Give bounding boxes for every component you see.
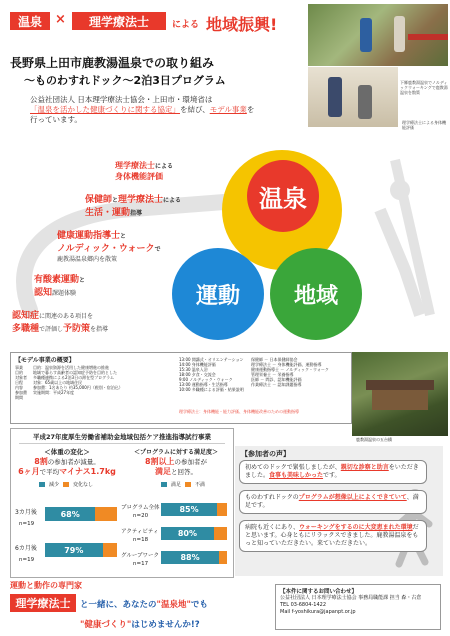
model-left-labels [15, 365, 31, 400]
voice-bubble-3: 病院も近くにあり、ウォーキングをするのに大変恵まれた環境だと思います。心身ともにリラックスできました。鹿教湯温泉をもっと知っていただきたい。来ていただきたい。 [239, 520, 427, 552]
satisfaction-bar-2-satisfied: 80% [161, 527, 214, 540]
model-schedule-item: 13:00 開講式・オリエンテーション [179, 357, 244, 362]
weight-legend: 減少 変化なし [39, 481, 93, 488]
satisfaction-legend: 満足 不満 [161, 481, 205, 488]
photo2-caption: 鹿教湯温泉の五台橋 [356, 437, 392, 442]
legend-swatch-decrease [39, 482, 45, 487]
contact-box [275, 584, 441, 630]
contact-org: 公益社団法人 日本理学療法士協会 事務局職能課 担当 森・古倉 [280, 595, 422, 601]
model-title: 【モデル事業の概要】 [15, 357, 75, 364]
model-left-line: 目的：温泉資源を活用した健康増進の推進 [33, 365, 109, 370]
red-bridge [408, 34, 448, 40]
model-schedule-item: 18:00 夕食・交流会 [179, 372, 216, 377]
photo-bridge [352, 352, 448, 436]
photo-caption-1: 下郷鹿教湯温泉でノルディックウォーキングで鹿教湯温泉を散策 [400, 80, 448, 95]
contact-title: 【本件に関するお問い合わせ】 [280, 589, 358, 595]
weight-bar-1 [45, 507, 117, 521]
model-left-lines [33, 365, 173, 395]
feature-3: 健康運動指導士と ノルディック・ウォークで 鹿教湯温泉郷内を散策 [57, 231, 161, 263]
model-right-line: 健康運動指導士 － ノルディック・ウォーク [251, 367, 329, 372]
model-left-label: 内容 [15, 385, 23, 390]
footer-line-2: "健康づくり"はじめませんか!? [80, 620, 200, 630]
model-left-line: 実施期間：平成27年度 [33, 390, 75, 395]
model-left-label: 対象者 [15, 375, 27, 380]
satisfaction-bar-1 [161, 503, 227, 516]
bridge-roof [366, 380, 434, 390]
voices-box [235, 446, 443, 576]
header-title: 地域振興! [206, 15, 278, 34]
model-schedule-item: 14:00 身体機能評価 [179, 362, 216, 367]
walker-figure [360, 18, 372, 52]
intro-title-1: 長野県上田市鹿教湯温泉での取り組み [10, 56, 215, 70]
model-left-line: 対象：65歳以上の地域住民 [33, 380, 83, 385]
satisfaction-bar-2-unsatisfied [214, 527, 227, 540]
model-left-line: 参加費：1名あたり 約35,000円（税別・宿泊込） [33, 385, 123, 390]
model-schedule-item: 15:30 温泉入浴 [179, 367, 208, 372]
survey-title: 平成27年度厚生労働省補助金地域包括ケア推進指導試行事業 [19, 432, 225, 444]
satisfaction-bar-3 [161, 551, 227, 564]
weight-bar-2 [45, 543, 117, 557]
photo-assessment [308, 67, 398, 127]
footer-line-1: と一緒に、あなたの"温泉地"でも [80, 600, 208, 610]
photo-caption-2: 理学療法士による身体機能評価 [402, 120, 446, 130]
feature-4: 有酸素運動と 認知課題体験 [34, 275, 86, 298]
weight-row-1-n: n=19 [19, 521, 35, 527]
feature-2: 保健師と理学療法士による 生活・運動指導 [85, 195, 182, 218]
model-left-line: 多職種連携による2泊3日の滞在型プログラム [33, 375, 115, 380]
satisfaction-row-2-n: n=18 [133, 537, 149, 543]
model-schedule-item: 10:00 多職種による評価・結果説明 [179, 387, 244, 392]
person-figure [358, 85, 372, 119]
model-schedule-item: 13:00 運動指導・生活指導 [179, 382, 228, 387]
satisfaction-bar-3-satisfied: 88% [161, 551, 219, 564]
tag-onsen: 温泉 [10, 12, 50, 30]
satisfaction-row-3-n: n=17 [133, 561, 149, 567]
weight-bar-1-nochange [95, 507, 117, 521]
model-schedule [179, 357, 249, 392]
model-left-label: 事業 [15, 365, 23, 370]
times-sign: × [55, 12, 66, 27]
model-schedule-item: 9:00 ノルディック・ウォーク [179, 377, 233, 382]
legend-swatch-unsatisfied [185, 482, 191, 487]
contact-mail[interactable]: Mail f-yoshikura@japanpt.or.jp [280, 609, 356, 615]
niyoru: による [172, 20, 200, 30]
person-figure [328, 77, 342, 117]
weight-row-2-n: n=19 [19, 557, 35, 563]
venn-chiiki: 地域 [270, 248, 362, 340]
survey-box [10, 428, 234, 578]
legend-swatch-satisfied [161, 482, 167, 487]
weight-row-1-label: 3カ月後 [15, 509, 37, 516]
venn-undo: 運動 [172, 248, 264, 340]
covered-bridge [372, 388, 428, 410]
satisfaction-row-1-n: n=20 [133, 513, 149, 519]
walker-figure [394, 16, 405, 52]
voice-bubble-2: ものわすれドックのプログラムが想像以上によくできていて、満足です。 [239, 490, 427, 514]
model-right-line: 保健師 － 日本保健師協会 [251, 357, 298, 362]
model-summary-box [10, 352, 352, 424]
intro-title-2: 〜ものわすれドック〜2泊3日プログラム [24, 74, 226, 87]
feature-1: 理学療法士による 身体機能評価 [115, 161, 174, 181]
model-right-line: 作業療法士 － 認知課題指導 [251, 382, 302, 387]
weight-bar-1-decrease: 68% [45, 507, 95, 521]
weight-bar-2-decrease: 79% [45, 543, 103, 557]
intro-body: 公益社団法人 日本理学療法士協会・上田市・環境省は 「温泉を活かした健康づくりに関する協定」を結び、モデル事業を 行っています。 [30, 95, 255, 124]
model-left-label: 目的 [15, 370, 23, 375]
voice-bubble-1: 初めてのドックで緊張しましたが、親切な診察と助言をいただきました。食事も美味しかったです。 [239, 460, 427, 484]
voices-title: 【参加者の声】 [241, 450, 290, 458]
model-right-line: 管理栄養士 － 栄養指導 [251, 372, 294, 377]
satisfaction-row-1-label: プログラム全体 [121, 505, 160, 511]
model-left-label: 参加費 [15, 390, 27, 395]
contact-tel: TEL 03-6804-1422 [280, 602, 327, 608]
satisfaction-bar-2 [161, 527, 227, 540]
model-right-red: 理学療法士：身体機能・能力評価、身体機能改善のための運動指導 [179, 409, 299, 414]
satisfaction-bar-1-satisfied: 85% [161, 503, 217, 516]
weight-bar-2-nochange [103, 543, 117, 557]
satisfaction-bar-3-unsatisfied [219, 551, 227, 564]
satisfaction-summary: 8割以上の参加者が 満足と回答。 [144, 457, 208, 476]
satisfaction-row-3-label: グループワーク [121, 553, 160, 559]
model-right-line: 医師 － 問診、認知機能評価 [251, 377, 302, 382]
weight-title: ＜体重の変化＞ [44, 448, 90, 456]
legend-swatch-nochange [63, 482, 69, 487]
weight-row-2-label: 6カ月後 [15, 545, 37, 552]
model-left-label: 期間 [15, 395, 23, 400]
model-left-label: 日程 [15, 380, 23, 385]
satisfaction-row-2-label: アクティビティ [121, 529, 159, 535]
satisfaction-title: ＜プログラムに対する満足度＞ [134, 449, 218, 456]
tag-pt: 理学療法士 [72, 12, 166, 30]
model-right-lines [251, 357, 349, 387]
feature-5: 認知症に関連のある項目を 多職種で評価し予防策を指導 [12, 311, 109, 334]
footer-pt-tag: 理学療法士 [10, 594, 76, 612]
weight-summary: 8割の参加者が減量。 6ヶ月で平均マイナス1.7kg [18, 457, 116, 476]
footer-subtitle: 運動と動作の専門家 [10, 581, 82, 590]
photo-nordic-walk [308, 4, 448, 66]
satisfaction-bar-1-unsatisfied [217, 503, 227, 516]
model-right-line: 理学療法士 － 身体機能評価、運動指導 [251, 362, 322, 367]
venn-onsen: 温泉 [247, 160, 319, 232]
model-left-line: 地域で暮らす高齢者の認知症予防を目的とした [33, 370, 117, 375]
